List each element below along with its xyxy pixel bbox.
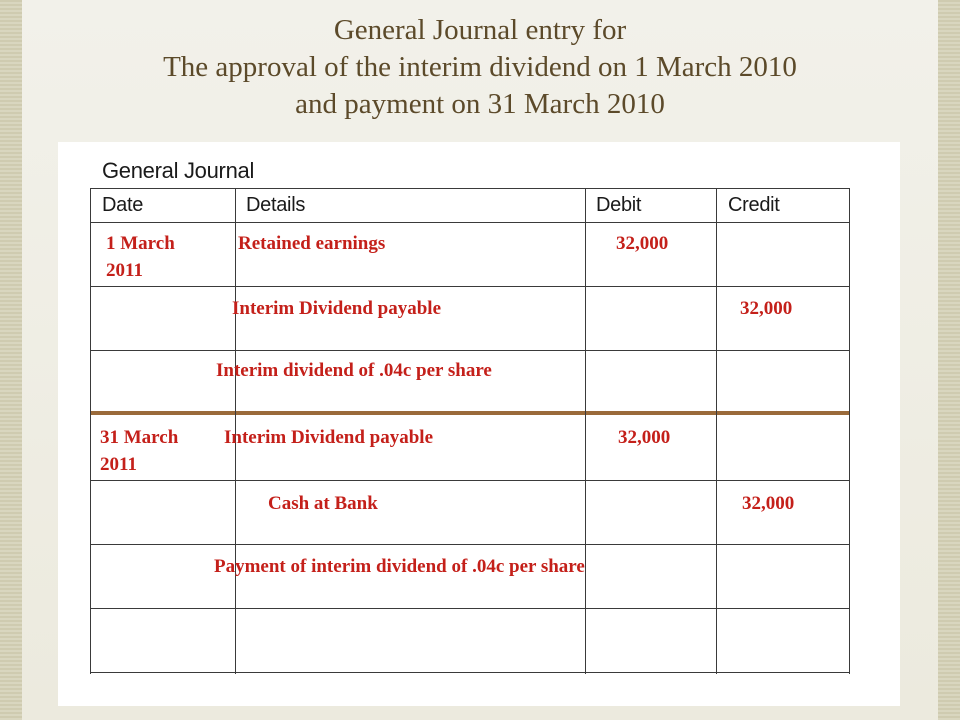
credit-column-header: Credit bbox=[728, 194, 780, 216]
entry-separator bbox=[90, 411, 850, 415]
row-divider bbox=[90, 286, 850, 287]
debit-column-header: Debit bbox=[596, 194, 642, 216]
row-divider bbox=[90, 480, 850, 481]
entry-1-credit-amount: 32,000 bbox=[740, 298, 793, 319]
entry-2-narration: Payment of interim dividend of .04c per share bbox=[214, 556, 585, 577]
entry-1-narration: Interim dividend of .04c per share bbox=[216, 360, 492, 381]
entry-1-debit-amount: 32,000 bbox=[616, 233, 669, 254]
row-divider bbox=[90, 608, 850, 609]
entry-2-debit-amount: 32,000 bbox=[618, 427, 671, 448]
slide-title bbox=[22, 12, 938, 123]
entry-2-credit-amount: 32,000 bbox=[742, 493, 795, 514]
table-border-left bbox=[90, 188, 91, 674]
right-border bbox=[938, 0, 960, 720]
table-border-right bbox=[849, 188, 850, 674]
journal-heading: General Journal bbox=[102, 158, 255, 183]
entry-1-date: 1 March 2011 bbox=[106, 233, 175, 281]
header-divider bbox=[90, 222, 850, 223]
entry-2-date: 31 March 2011 bbox=[100, 427, 179, 475]
date-column-header: Date bbox=[102, 194, 144, 216]
entry-2-credit-account: Cash at Bank bbox=[268, 493, 378, 514]
journal-sheet bbox=[58, 142, 900, 706]
entry-2-debit-account: Interim Dividend payable bbox=[224, 427, 434, 448]
entry-1-credit-account: Interim Dividend payable bbox=[232, 298, 442, 319]
column-divider bbox=[585, 188, 586, 674]
column-divider bbox=[716, 188, 717, 674]
row-divider bbox=[90, 544, 850, 545]
row-divider bbox=[90, 350, 850, 351]
title-line-2: The approval of the interim dividend on 1 March 2010 bbox=[163, 51, 797, 83]
table-border-bottom bbox=[90, 672, 850, 673]
table-border-top bbox=[90, 188, 850, 189]
title-line-1: General Journal entry for bbox=[333, 14, 627, 46]
details-column-header: Details bbox=[246, 194, 306, 216]
left-border bbox=[0, 0, 22, 720]
title-line-3: and payment on 31 March 2010 bbox=[295, 88, 665, 120]
journal-table bbox=[90, 188, 850, 674]
entry-1-debit-account: Retained earnings bbox=[238, 233, 386, 254]
